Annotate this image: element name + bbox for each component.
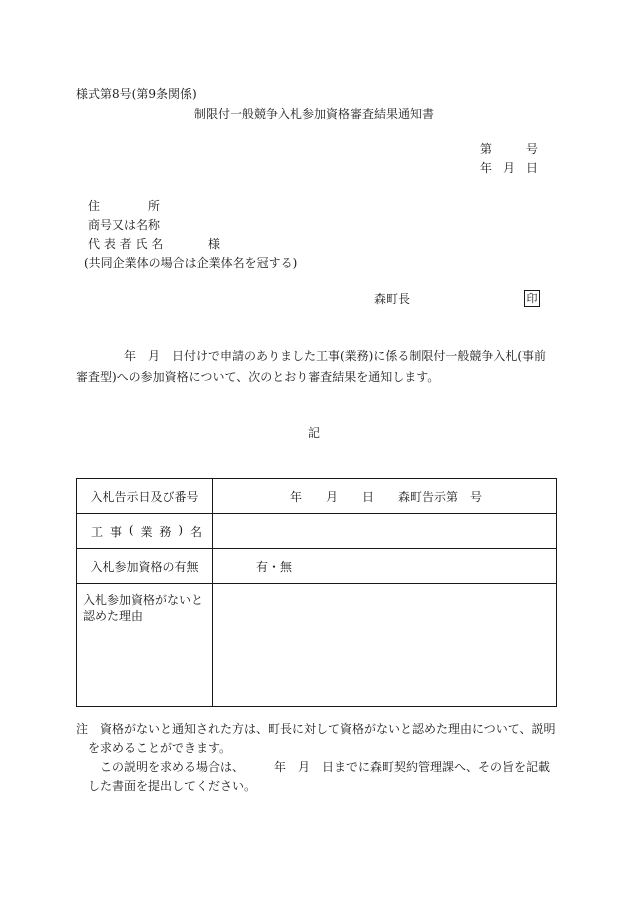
document-date-year: 年 <box>480 161 493 175</box>
body-line-2: 審査型)への参加資格について、次のとおり審査結果を通知します。 <box>76 370 440 384</box>
joint-venture-note: (共同企業体の場合は企業体名を冠する) <box>84 256 298 270</box>
document-number <box>480 143 538 155</box>
reason-label: 入札参加資格がないと認めた理由 <box>77 584 213 707</box>
seal-mark: 印 <box>524 290 540 307</box>
document-title: 制限付一般競争入札参加資格審査結果通知書 <box>194 107 435 121</box>
work-name-char: 工 <box>91 524 104 539</box>
addressee-address-label <box>88 200 160 212</box>
addressee-honorific: 様 <box>208 237 221 251</box>
body-line-1: 年 月 日付けで申請のありました工事(業務)に係る制限付一般競争入札(事前 <box>124 349 547 363</box>
table-row <box>77 584 557 707</box>
note-line-2: を求めることができます。 <box>88 741 232 755</box>
document-number-go: 号 <box>525 142 538 156</box>
table-row <box>77 549 557 584</box>
addressee-company-label: 商号又は名称 <box>88 218 161 232</box>
work-name-char: 務 <box>159 524 172 539</box>
addressee-representative-label: 代 表 者 氏 名 <box>88 237 164 251</box>
work-name-value <box>213 514 557 549</box>
note-line-3: この説明を求める場合は、 年 月 日までに森町契約管理課へ、その旨を記載 <box>100 760 551 774</box>
sender-name: 森町長 <box>374 292 411 306</box>
document-number-dai: 第 <box>480 142 493 156</box>
document-date <box>480 162 538 174</box>
eligibility-value: 有・無 <box>213 549 557 584</box>
work-name-char: ( <box>128 522 134 537</box>
work-name-label <box>77 514 213 549</box>
ki-heading: 記 <box>308 426 321 440</box>
reason-value <box>213 584 557 707</box>
note-line-1: 注 資格がないと通知された方は、町長に対して資格がないと認めた理由について、説明 <box>76 722 556 736</box>
announcement-value: 年 月 日 森町告示第 号 <box>213 479 557 514</box>
table-row <box>77 514 557 549</box>
document-date-day: 日 <box>525 161 538 175</box>
work-name-char: 事 <box>109 524 122 539</box>
work-name-char: 業 <box>140 524 153 539</box>
table-row <box>77 479 557 514</box>
form-number: 様式第8号(第9条関係) <box>76 87 197 101</box>
note-line-4: した書面を提出してください。 <box>88 779 257 793</box>
result-table <box>76 478 557 707</box>
work-name-char: 名 <box>189 524 202 539</box>
address-label-char-2: 所 <box>147 199 160 213</box>
eligibility-label: 入札参加資格の有無 <box>77 549 213 584</box>
document-date-month: 月 <box>502 161 515 175</box>
address-label-char-1: 住 <box>88 199 101 213</box>
announcement-label: 入札告示日及び番号 <box>77 479 213 514</box>
work-name-char: ) <box>178 522 184 537</box>
